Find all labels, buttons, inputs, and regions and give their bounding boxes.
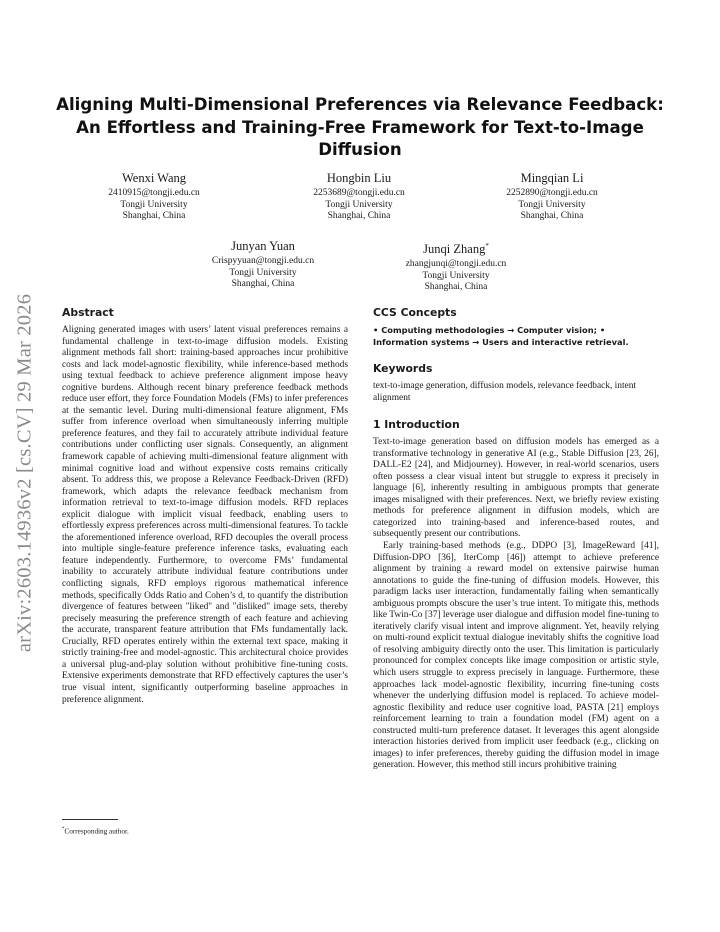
abstract-heading: Abstract [62,306,114,319]
author-block-3 [462,171,642,223]
title-line-2: An Effortless and Training-Free Framework for Text-to-Image [76,117,644,137]
author-block-5 [366,239,546,294]
author-email: 2410915@tongji.edu.cn [108,188,200,198]
author-email: 2252890@tongji.edu.cn [506,188,598,198]
footnote-rule [62,819,118,820]
author-block-2 [269,171,449,223]
ccs-text: • Computing methodologies → Computer vision; • Information systems → Users and interactive retrieval. [373,325,629,347]
author-affiliation: Tongji University [229,267,297,278]
author-name: Junqi Zhang* [423,242,489,257]
author-email: 2253689@tongji.edu.cn [313,188,405,198]
title-line-1: Aligning Multi-Dimensional Preferences via Relevance Feedback: [56,95,664,114]
corresponding-mark: * [485,242,489,250]
right-column [373,306,659,772]
ccs-heading: CCS Concepts [373,306,457,319]
author-location: Shanghai, China [424,282,488,293]
footnote-mark: * [62,827,65,832]
author-name: Wenxi Wang [121,171,187,185]
author-email: zhangjunqi@tongji.edu.cn [405,259,507,270]
arxiv-identifier-stamp [6,258,44,688]
author-email: Crispyyuan@tongji.edu.cn [211,256,315,266]
title-line-3: Diffusion [318,140,402,159]
author-affiliation: Tongji University [325,199,393,210]
author-affiliation: Tongji University [422,270,490,281]
author-affiliation: Tongji University [518,199,586,210]
left-column [62,306,348,706]
arxiv-stamp-text: arXiv:2603.14936v2 [cs.CV] 29 Mar 2026 [13,293,36,653]
author-location: Shanghai, China [122,211,186,222]
author-location: Shanghai, China [327,211,391,222]
author-affiliation: Tongji University [120,199,188,210]
author-name: Mingqian Li [520,171,584,185]
author-location: Shanghai, China [520,211,584,222]
footnote [62,825,129,836]
author-name: Hongbin Liu [326,171,392,185]
author-location: Shanghai, China [231,279,295,290]
paper-title [50,94,670,162]
intro-paragraph-2: Early training-based methods (e.g., DDPO [3], ImageReward [41], Diffusion-DPO [36], IterComp [46]) attempt to achieve preference alignment by training a reward model on extensive pairwise human annotations to guide the fine-tuning of diffusion models. However, this paradigm lacks user interaction, fundamentally failing when semantically ambiguous prompts obscure the user’s true intent. To mitigate this, methods like Twin-Co [37] leverage user dialogue and diffusion model fine-tuning to iteratively clarify visual intent and improve alignment. Yet, heavily relying on multi-round explicit textual dialogue inevitably shifts the cognitive load of resolving ambiguity directly onto the user. This limitation is particularly pronounced for complex concepts like image composition or artistic style, which users struggle to express precisely in language. Furthermore, these approaches lack model-agnostic flexibility, incurring fine-tuning costs whenever the underlying diffusion model is replaced. To achieve model-agnostic flexibility and reduce user cognitive load, PASTA [21] employs reinforcement learning to train a foundation model (FM) agent on a constructed multi-turn preference dataset. It leverages this agent alongside interaction histories derived from implicit user feedback (e.g., clicking on images) to infer preferences, thereby guiding the diffusion model in image generation. However, this method still incurs prohibitive training [373,541,659,771]
introduction-heading: 1 Introduction [373,418,460,432]
keywords-text: text-to-image generation, diffusion models, relevance feedback, intent alignment [373,381,637,403]
author-block-4 [173,239,353,291]
author-name: Junyan Yuan [231,239,295,253]
author-block-1 [64,171,244,223]
intro-paragraph-1: Text-to-image generation based on diffusion models has emerged as a transformative technology in generative AI (e.g., Stable Diffusion [23, 26], DALL-E2 [24], and Midjourney). However, in real-world scenarios, users often possess a clear visual intent but struggle to express it precisely in language [6], inherently resulting in ambiguous prompts that generate images misaligned with their preferences. Next, we briefly review existing methods for preference alignment in diffusion models, which are categorized into training-based and inference-based routes, and subsequently present our contributions. [373,437,659,540]
abstract-text: Aligning generated images with users’ latent visual preferences remains a fundamental challenge in text-to-image diffusion models. Existing alignment methods fall short: training-based approaches incur prohibitive costs and lack model-agnostic flexibility, while inference-based methods using textual feedback to achieve preference alignment impose heavy cognitive burdens. Although recent binary preference feedback methods reduce user effort, they force Foundation Models (FMs) to infer preferences at the semantic level. During multi-dimensional feature alignment, FMs suffer from inference overload when simultaneously inferring multiple preference features, and they fail to accurately attribute individual feature contributions under conflicting user signals. Consequently, an alignment framework capable of achieving multi-dimensional feature alignment with minimal cognitive load and without expensive costs remains critically absent. To address this, we propose a Relevance Feedback-Driven (RFD) framework, which adapts the relevance feedback mechanism from information retrieval to text-to-image diffusion models. RFD replaces explicit dialogue with implicit visual feedback, enabling users to effortlessly express preferences across multi-dimensional features. To tackle the aforementioned inference overload, RFD decouples the overall process into multiple single-feature preference inference tasks, evaluating each feature independently. Furthermore, to overcome FMs’ fundamental inability to accurately attribute individual feature contributions under conflicting signals, RFD employs rigorous mathematical inference methods, specifically Odds Ratio and Cohen’s d, to quantify the distribution divergence of features between "liked" and "disliked" image sets, thereby precisely measuring the preference strength of each feature and achieving the accurate, transparent feature attribution that FMs fundamentally lack. Crucially, RFD operates entirely within the external text space, making it strictly training-free and model-agnostic. This architectural choice provides a universal plug-and-play solution without prohibitive fine-tuning costs. Extensive experiments demonstrate that RFD effectively captures the user’s true visual intent, significantly outperforming baseline approaches in preference alignment. [62,325,348,705]
footnote-text: Corresponding author. [64,827,129,836]
keywords-heading: Keywords [373,362,433,375]
